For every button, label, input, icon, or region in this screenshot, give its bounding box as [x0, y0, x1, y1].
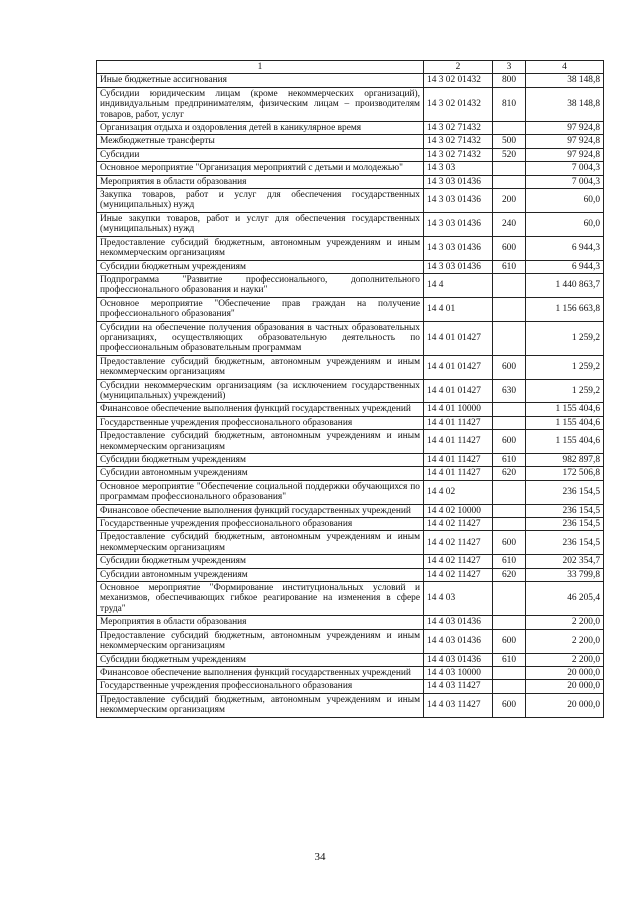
cell-name: Субсидии автономным учреждениям [97, 568, 424, 581]
cell-amount: 7 004,3 [526, 162, 604, 175]
table-row [97, 297, 604, 321]
cell-amount: 982 897,8 [526, 454, 604, 467]
cell-code: 14 3 02 71432 [424, 122, 493, 135]
cell-amount: 6 944,3 [526, 236, 604, 260]
cell-code: 14 4 01 10000 [424, 403, 493, 416]
cell-name: Предоставление субсидий бюджетным, автономным учреждениям и иным некоммерческим организациям [97, 355, 424, 379]
cell-name: Подпрограмма "Развитие профессионального, дополнительного профессионального образования и науки" [97, 273, 424, 297]
cell-name: Субсидии на обеспечение получения образования в частных образовательных организациях, осуществляющих образовательную деятельность по профессиональным образовательным программам [97, 321, 424, 355]
cell-name: Основное мероприятие "Формирование институциональных условий и механизмов, обеспечивающих гибкое реагирование на изменения в сфере труда" [97, 582, 424, 616]
header-col-1: 1 [97, 61, 424, 74]
cell-code: 14 3 03 01436 [424, 189, 493, 213]
cell-amount: 1 155 404,6 [526, 430, 604, 454]
cell-expense-type: 610 [493, 555, 526, 568]
cell-amount: 1 155 404,6 [526, 416, 604, 429]
cell-code: 14 3 03 01436 [424, 236, 493, 260]
cell-expense-type: 620 [493, 467, 526, 480]
table-row [97, 135, 604, 148]
cell-name: Финансовое обеспечение выполнения функций государственных учреждений [97, 403, 424, 416]
cell-amount: 20 000,0 [526, 680, 604, 693]
cell-code: 14 4 [424, 273, 493, 297]
table-row [97, 162, 604, 175]
cell-code: 14 4 02 11427 [424, 518, 493, 531]
cell-amount: 2 200,0 [526, 653, 604, 666]
cell-name: Межбюджетные трансферты [97, 135, 424, 148]
budget-table [96, 60, 604, 718]
cell-name: Государственные учреждения профессионального образования [97, 680, 424, 693]
cell-name: Основное мероприятие "Обеспечение социальной поддержки обучающихся по программам профессионального образования" [97, 480, 424, 504]
table-row [97, 87, 604, 121]
cell-name: Финансовое обеспечение выполнения функций государственных учреждений [97, 666, 424, 679]
table-row [97, 582, 604, 616]
table-row [97, 212, 604, 236]
cell-expense-type: 600 [493, 430, 526, 454]
table-row [97, 454, 604, 467]
cell-name: Субсидии бюджетным учреждениям [97, 260, 424, 273]
cell-code: 14 3 03 [424, 162, 493, 175]
table-row [97, 236, 604, 260]
table-row [97, 189, 604, 213]
cell-code: 14 4 01 11427 [424, 454, 493, 467]
cell-code: 14 3 03 01436 [424, 212, 493, 236]
cell-amount: 60,0 [526, 189, 604, 213]
table-row [97, 74, 604, 87]
cell-amount: 97 924,8 [526, 148, 604, 161]
table-row [97, 273, 604, 297]
cell-code: 14 4 01 11427 [424, 430, 493, 454]
cell-code: 14 4 03 01436 [424, 653, 493, 666]
table-row [97, 531, 604, 555]
cell-code: 14 4 03 01436 [424, 616, 493, 629]
table-row [97, 504, 604, 517]
cell-name: Субсидии автономным учреждениям [97, 467, 424, 480]
table-row [97, 467, 604, 480]
header-col-3: 3 [493, 61, 526, 74]
cell-code: 14 3 03 01436 [424, 260, 493, 273]
cell-expense-type [493, 666, 526, 679]
cell-expense-type: 600 [493, 693, 526, 717]
cell-amount: 1 259,2 [526, 321, 604, 355]
cell-expense-type [493, 162, 526, 175]
cell-code: 14 4 02 10000 [424, 504, 493, 517]
cell-expense-type: 520 [493, 148, 526, 161]
header-col-4: 4 [526, 61, 604, 74]
cell-expense-type [493, 518, 526, 531]
cell-expense-type [493, 175, 526, 188]
cell-expense-type [493, 273, 526, 297]
cell-amount: 7 004,3 [526, 175, 604, 188]
table-row [97, 653, 604, 666]
cell-expense-type: 600 [493, 355, 526, 379]
table-row [97, 629, 604, 653]
cell-amount: 1 259,2 [526, 379, 604, 403]
cell-expense-type [493, 416, 526, 429]
cell-expense-type: 600 [493, 236, 526, 260]
cell-code: 14 4 02 11427 [424, 531, 493, 555]
table-row [97, 403, 604, 416]
cell-expense-type [493, 616, 526, 629]
cell-name: Субсидии [97, 148, 424, 161]
table-row [97, 430, 604, 454]
cell-expense-type: 610 [493, 260, 526, 273]
cell-amount: 38 148,8 [526, 74, 604, 87]
cell-code: 14 4 02 [424, 480, 493, 504]
table-row [97, 122, 604, 135]
cell-expense-type [493, 680, 526, 693]
table-row [97, 416, 604, 429]
cell-code: 14 4 01 [424, 297, 493, 321]
cell-code: 14 4 03 01436 [424, 629, 493, 653]
cell-expense-type: 810 [493, 87, 526, 121]
cell-amount: 2 200,0 [526, 616, 604, 629]
cell-amount: 38 148,8 [526, 87, 604, 121]
cell-code: 14 4 01 01427 [424, 379, 493, 403]
cell-code: 14 4 02 11427 [424, 568, 493, 581]
table-row [97, 518, 604, 531]
cell-amount: 1 156 663,8 [526, 297, 604, 321]
cell-amount: 236 154,5 [526, 518, 604, 531]
cell-expense-type: 610 [493, 454, 526, 467]
cell-name: Субсидии бюджетным учреждениям [97, 555, 424, 568]
cell-name: Предоставление субсидий бюджетным, автономным учреждениям и иным некоммерческим организациям [97, 629, 424, 653]
table-row [97, 680, 604, 693]
page-number: 34 [314, 851, 326, 863]
table-row [97, 666, 604, 679]
cell-name: Основное мероприятие "Организация мероприятий с детьми и молодежью" [97, 162, 424, 175]
cell-name: Основное мероприятие "Обеспечение прав граждан на получение профессионального образования" [97, 297, 424, 321]
cell-amount: 236 154,5 [526, 504, 604, 517]
cell-amount: 202 354,7 [526, 555, 604, 568]
cell-name: Предоставление субсидий бюджетным, автономным учреждениям и иным некоммерческим организациям [97, 430, 424, 454]
table-header [97, 61, 604, 74]
cell-name: Иные закупки товаров, работ и услуг для обеспечения государственных (муниципальных) нужд [97, 212, 424, 236]
cell-name: Предоставление субсидий бюджетным, автономным учреждениям и иным некоммерческим организациям [97, 693, 424, 717]
cell-expense-type: 610 [493, 653, 526, 666]
cell-expense-type [493, 480, 526, 504]
cell-amount: 1 155 404,6 [526, 403, 604, 416]
cell-expense-type: 240 [493, 212, 526, 236]
table-row [97, 568, 604, 581]
cell-code: 14 4 01 11427 [424, 416, 493, 429]
cell-amount: 46 205,4 [526, 582, 604, 616]
cell-name: Государственные учреждения профессионального образования [97, 518, 424, 531]
cell-code: 14 3 02 71432 [424, 135, 493, 148]
cell-amount: 97 924,8 [526, 135, 604, 148]
cell-amount: 97 924,8 [526, 122, 604, 135]
cell-code: 14 4 01 11427 [424, 467, 493, 480]
cell-expense-type: 800 [493, 74, 526, 87]
cell-name: Субсидии бюджетным учреждениям [97, 653, 424, 666]
table-row [97, 321, 604, 355]
cell-code: 14 4 01 01427 [424, 355, 493, 379]
cell-code: 14 3 02 01432 [424, 87, 493, 121]
cell-amount: 60,0 [526, 212, 604, 236]
cell-expense-type [493, 403, 526, 416]
cell-code: 14 3 02 01432 [424, 74, 493, 87]
cell-expense-type: 600 [493, 629, 526, 653]
cell-expense-type: 620 [493, 568, 526, 581]
table-row [97, 379, 604, 403]
header-row [97, 61, 604, 74]
cell-amount: 1 440 863,7 [526, 273, 604, 297]
cell-name: Предоставление субсидий бюджетным, автономным учреждениям и иным некоммерческим организациям [97, 531, 424, 555]
cell-amount: 6 944,3 [526, 260, 604, 273]
cell-amount: 1 259,2 [526, 355, 604, 379]
table-row [97, 555, 604, 568]
table-row [97, 175, 604, 188]
cell-amount: 2 200,0 [526, 629, 604, 653]
cell-name: Государственные учреждения профессионального образования [97, 416, 424, 429]
table-row [97, 148, 604, 161]
cell-expense-type: 500 [493, 135, 526, 148]
cell-name: Организация отдыха и оздоровления детей в каникулярное время [97, 122, 424, 135]
cell-code: 14 4 03 10000 [424, 666, 493, 679]
table-row [97, 355, 604, 379]
cell-amount: 172 506,8 [526, 467, 604, 480]
cell-expense-type: 630 [493, 379, 526, 403]
cell-code: 14 3 03 01436 [424, 175, 493, 188]
cell-amount: 236 154,5 [526, 531, 604, 555]
cell-code: 14 4 02 11427 [424, 555, 493, 568]
table-row [97, 616, 604, 629]
cell-name: Закупка товаров, работ и услуг для обеспечения государственных (муниципальных) нужд [97, 189, 424, 213]
cell-name: Субсидии некоммерческим организациям (за исключением государственных (муниципальных) учреждений) [97, 379, 424, 403]
cell-amount: 20 000,0 [526, 666, 604, 679]
cell-name: Финансовое обеспечение выполнения функций государственных учреждений [97, 504, 424, 517]
cell-name: Субсидии юридическим лицам (кроме некоммерческих организаций), индивидуальным предпринимателям, физическим лицам – производителям товаров, работ, услуг [97, 87, 424, 121]
cell-code: 14 4 03 [424, 582, 493, 616]
table-row [97, 693, 604, 717]
cell-name: Мероприятия в области образования [97, 616, 424, 629]
table-body [97, 74, 604, 717]
cell-name: Мероприятия в области образования [97, 175, 424, 188]
cell-code: 14 3 02 71432 [424, 148, 493, 161]
cell-expense-type [493, 504, 526, 517]
cell-amount: 20 000,0 [526, 693, 604, 717]
cell-expense-type [493, 297, 526, 321]
table-row [97, 260, 604, 273]
cell-expense-type: 600 [493, 531, 526, 555]
cell-name: Предоставление субсидий бюджетным, автономным учреждениям и иным некоммерческим организациям [97, 236, 424, 260]
cell-expense-type [493, 321, 526, 355]
cell-amount: 33 799,8 [526, 568, 604, 581]
cell-amount: 236 154,5 [526, 480, 604, 504]
cell-code: 14 4 01 01427 [424, 321, 493, 355]
cell-code: 14 4 03 11427 [424, 693, 493, 717]
cell-expense-type [493, 582, 526, 616]
cell-code: 14 4 03 11427 [424, 680, 493, 693]
cell-name: Иные бюджетные ассигнования [97, 74, 424, 87]
table-row [97, 480, 604, 504]
header-col-2: 2 [424, 61, 493, 74]
cell-expense-type [493, 122, 526, 135]
cell-expense-type: 200 [493, 189, 526, 213]
cell-name: Субсидии бюджетным учреждениям [97, 454, 424, 467]
